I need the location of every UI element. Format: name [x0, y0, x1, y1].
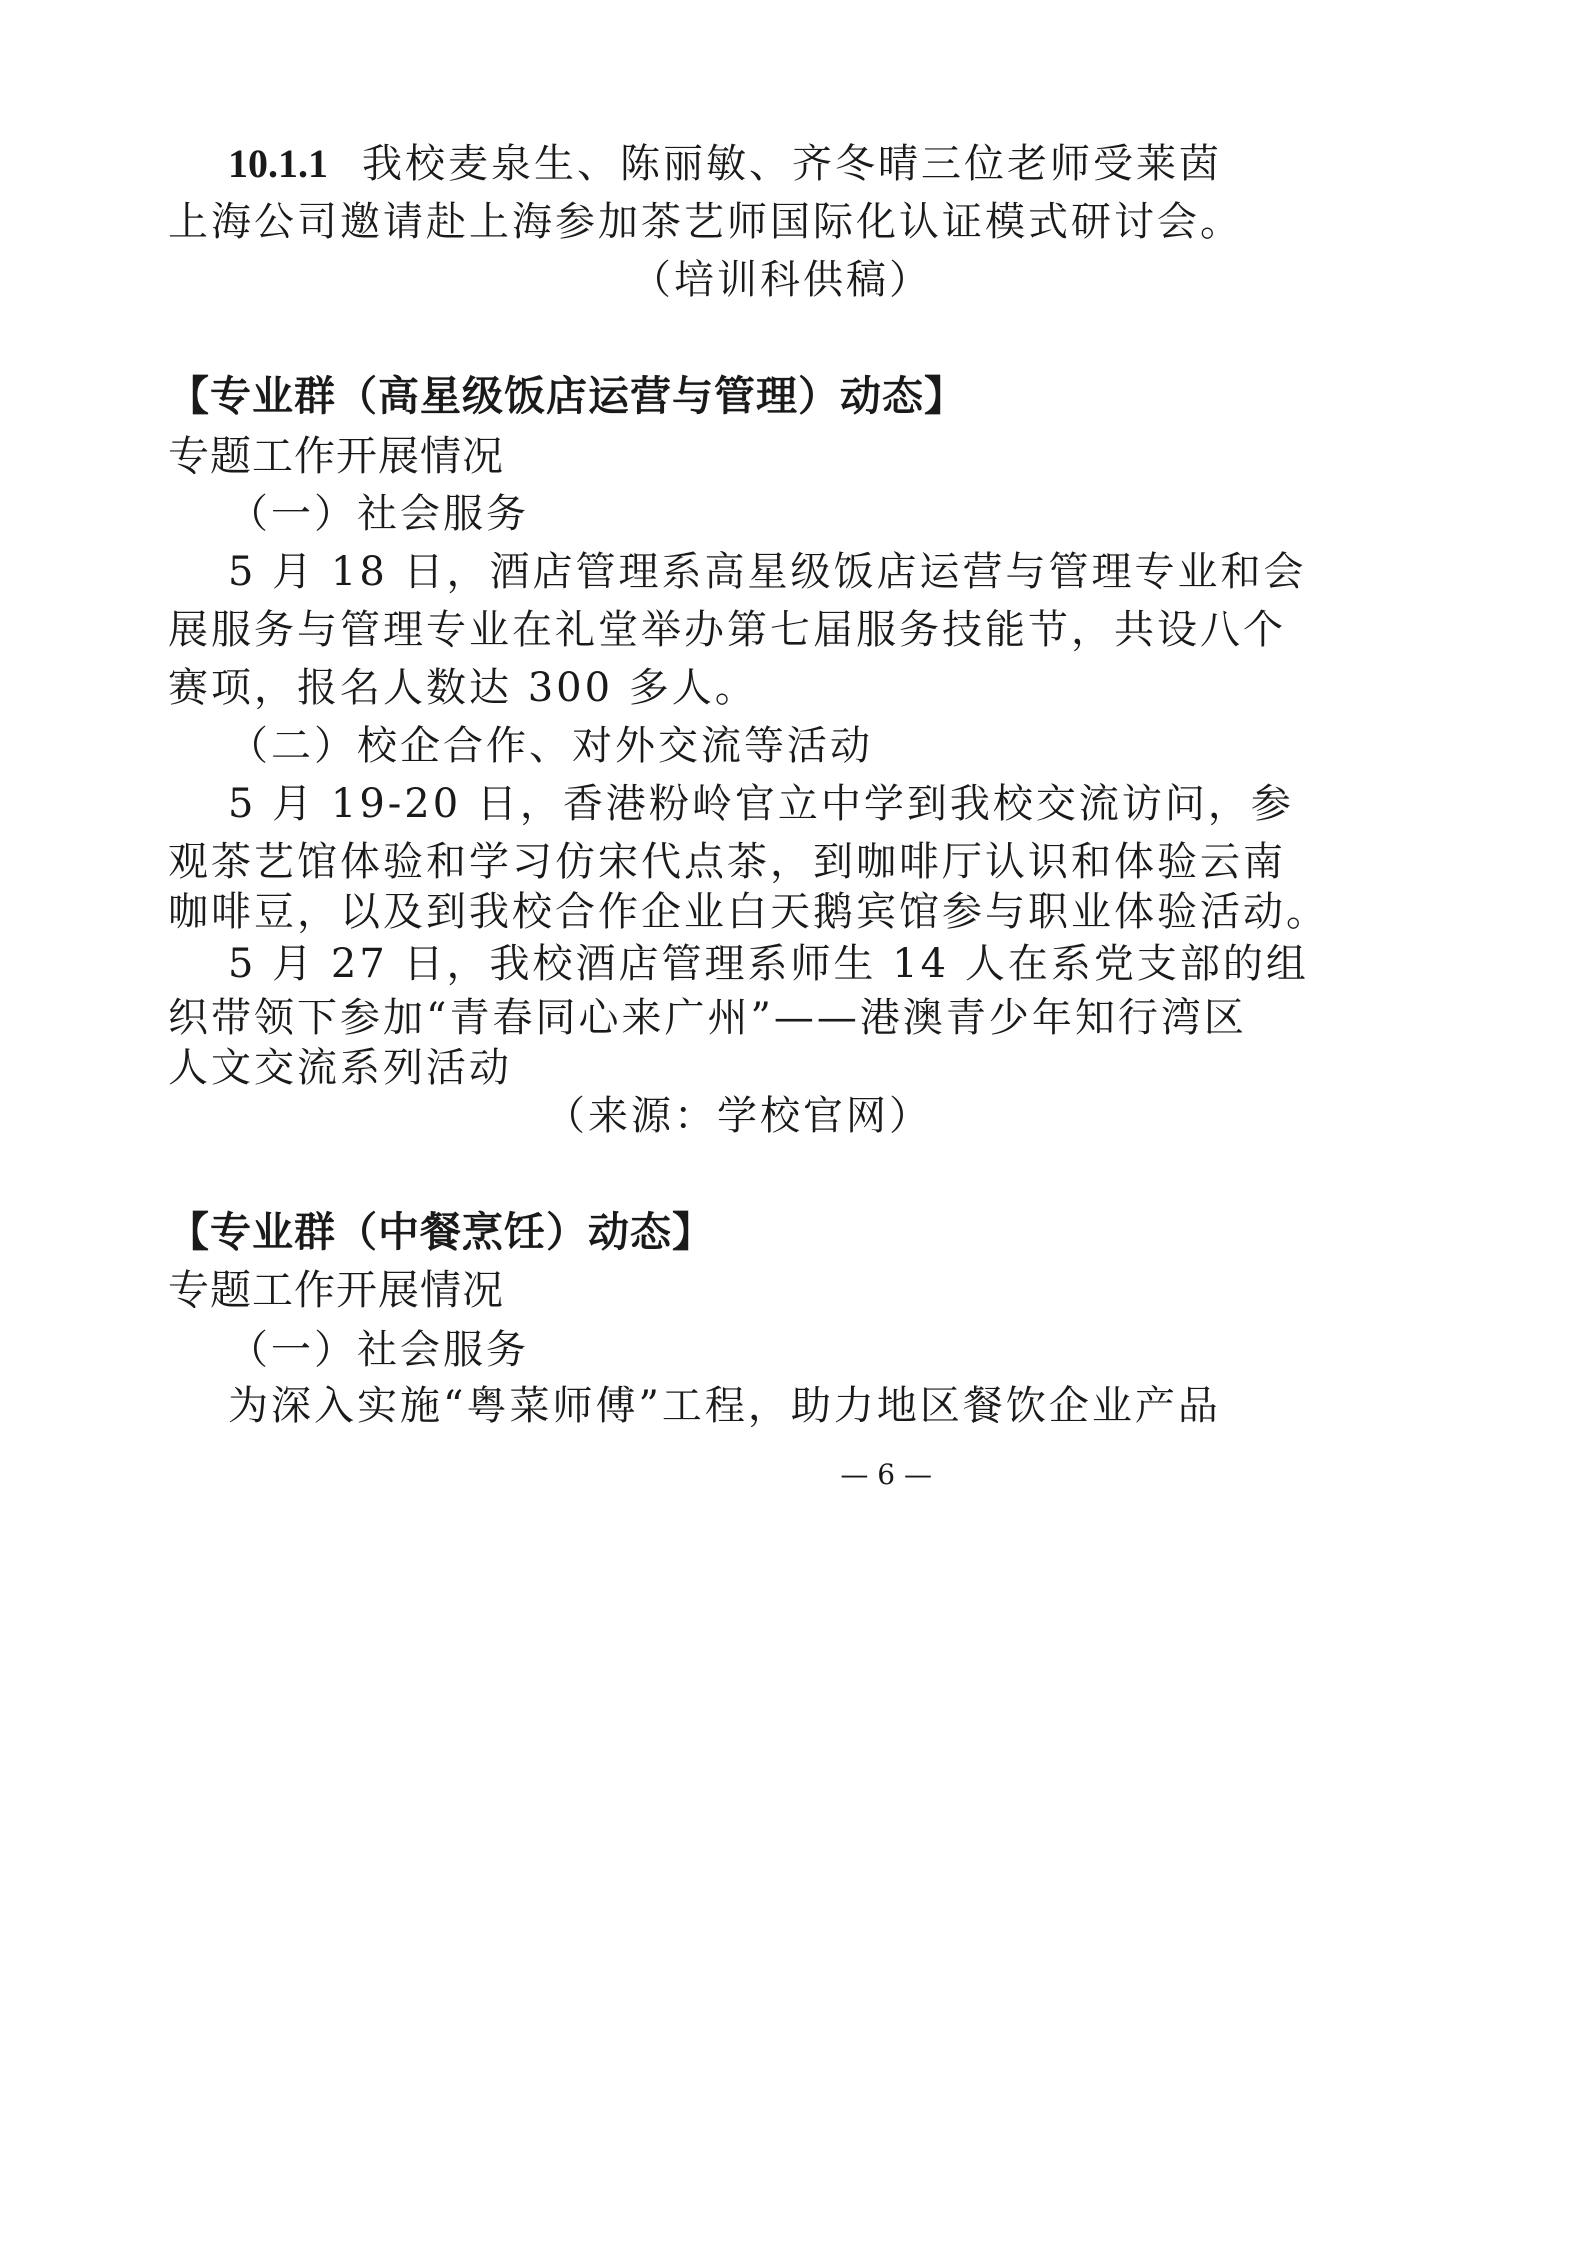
item-title: （一）社会服务	[228, 1327, 529, 1373]
section-heading: 【专业群（高星级饭店运营与管理）动态】	[168, 372, 966, 420]
paragraph-line: 5 月 27 日，我校酒店管理系师生 14 人在系党支部的组	[228, 941, 1309, 987]
item-title: （一）社会服务	[228, 491, 529, 537]
section-subheading: 专题工作开展情况	[168, 1266, 504, 1314]
source-note: （来源：学校官网）	[545, 1093, 932, 1139]
paragraph-line: 织带领下参加“青春同心来广州”——港澳青少年知行湾区	[168, 995, 1247, 1041]
paragraph-line: 上海公司邀请赴上海参加茶艺师国际化认证模式研讨会。	[168, 199, 1243, 245]
source-note: （培训科供稿）	[631, 257, 932, 303]
paragraph-line: 咖啡豆，以及到我校合作企业白天鹅宾馆参与职业体验活动。	[168, 889, 1329, 935]
item-number: 10.1.1	[228, 141, 328, 186]
paragraph-line: 5 月 19-20 日，香港粉岭官立中学到我校交流访问，参	[228, 781, 1294, 827]
section-heading: 【专业群（中餐烹饪）动态】	[168, 1208, 714, 1256]
page-number: — 6 —	[840, 1458, 932, 1491]
paragraph-text: 我校麦泉生、陈丽敏、齐冬晴三位老师受莱茵	[362, 141, 1222, 187]
item-title: （二）校企合作、对外交流等活动	[228, 723, 873, 769]
paragraph-line: 展服务与管理专业在礼堂举办第七届服务技能节，共设八个	[168, 607, 1286, 653]
paragraph-line: 赛项，报名人数达 300 多人。	[168, 665, 758, 711]
paragraph-first-line	[228, 140, 1222, 188]
paragraph-line: 观茶艺馆体验和学习仿宋代点茶，到咖啡厅认识和体验云南	[168, 839, 1286, 885]
paragraph-line: 5 月 18 日，酒店管理系高星级饭店运营与管理专业和会	[228, 549, 1307, 595]
section-subheading: 专题工作开展情况	[168, 432, 504, 480]
paragraph-line: 为深入实施“粤菜师傅”工程，助力地区餐饮企业产品	[228, 1383, 1221, 1429]
paragraph-line: 人文交流系列活动	[168, 1045, 512, 1091]
